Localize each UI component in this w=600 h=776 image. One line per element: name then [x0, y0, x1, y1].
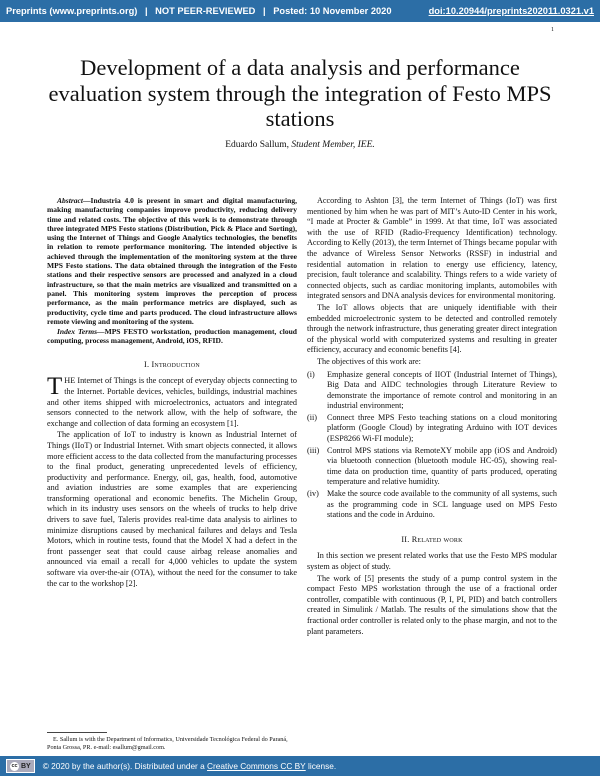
intro-paragraph-1-text: HE Internet of Things is the concept of everyday objects connecting to the Internet. Portable devices, vehicles, buildings, industrial machines and other items shipped with microelectronics, actuators and integrated sensors connected to the network allow, with the help of software, the exchange and collection of data forming an ecosystem [1].	[47, 376, 297, 428]
intro-paragraph-2: The application of IoT to industry is known as Industrial Internet of Things (IIoT) or Industrial Internet. With smart objects connected, it allows more efficient access to the data collected from the manufacturing processes to the final product, generating unprecedented levels of efficiency, productivity and performance. Energy, oil, gas, health, food, automotive and aviation industries are some examples that are experiencing transforming operational and economic benefits. The Michelin Group, which in its industry uses sensors on the wheels of trucks to help drive drivers to save fuel, Taleris provides real-time data analysis to airlines to minimize disruptions caused by mechanical failures and delays and Tesla Motors, which in routine tests, found that the Model X had a defect in the front passenger seat that could cause airbag release anomalies and announced via email a recall for 4,000 vehicles to update the system software via over-the-air (OTA), without the need for the consumer to take the car to the workshop [2].	[47, 430, 297, 588]
related-work-paragraph-2: The work of [5] presents the study of a pump control system in the compact Festo MPS workstation through the use of a fractional order controller, compatible with continuous (P, I, PI, PID) and batch controllers created in Simulink / Matlab. The results of the simulations show that the fractional order controller is related only to the phase margin, and not to the plant parameters.	[307, 573, 557, 636]
header-separator: |	[262, 6, 266, 16]
page-number: 1	[551, 27, 554, 33]
cc-by-badge[interactable]	[6, 759, 35, 773]
footnote-rule	[47, 732, 107, 733]
section-numeral: I.	[144, 359, 150, 369]
list-item-text: Control MPS stations via RemoteXY mobile app (iOS and Android) via bluetooth connection (bluetooth module HC-05), showing real-time data on production time, quantity of parts produced, operating temperature and relative humidity.	[327, 445, 557, 487]
cc-icon: cc	[11, 763, 18, 769]
right-column	[307, 196, 557, 638]
posted-date: Posted: 10 November 2020	[273, 6, 392, 16]
objectives-list	[307, 370, 557, 521]
list-item-text: Connect three MPS Festo teaching stations on a cloud monitoring platform (Google Cloud) by integrating Arduino with IOT devices (ESP8266 Wi-FI module);	[327, 412, 557, 444]
header-separator: |	[144, 6, 148, 16]
license-text-prefix: © 2020 by the author(s). Distributed under a	[42, 761, 205, 771]
peer-review-status: NOT PEER-REVIEWED	[155, 6, 256, 16]
list-item-text: Make the source code available to the community of all systems, such as the programming code in SCL language used on MPS Festo stations and the code in Arduino.	[327, 489, 557, 520]
index-terms-text: —MPS FESTO workstation, production management, cloud computing, process management, Android, iOS, RFID.	[47, 327, 297, 346]
list-item	[307, 489, 557, 521]
list-item-number: (ii)	[307, 412, 318, 422]
list-item-text: Emphasize general concepts of IIOT (Industrial Internet of Things), Big Data and AIDC technologies through Literature Review to demonstrate the importance of remote control and monitoring in an industrial environment;	[327, 369, 557, 411]
left-column	[47, 196, 297, 590]
abstract-label: Abstract	[57, 196, 83, 205]
paper-title: Development of a data analysis and performance evaluation system through the integration of Festo MPS stations	[48, 55, 552, 131]
license-footer-bar	[0, 756, 600, 776]
body-paragraph-ashton: According to Ashton [3], the term Internet of Things (IoT) was first mentioned by him when he was part of MIT’s Auto-ID Center in his work, “I made at Procter & Gamble” in 1999. At that time, IoT was associated with the use of RFID (Radio-Frequency Identification) technology. According to Kelly (2013), the term Internet of Things became popular with the advance of Wireless Sensor Networks (RSSF) in industrial and residential automation in relation to energy use efficiency, latency, precision, fault tolerance and scalability. Things refers to a wide variety of connected objects, such as cardiac monitoring implants, automobiles with integrated sensors and DNA analysis devices for environmental monitoring.	[307, 196, 557, 301]
section-title: Related work	[411, 534, 463, 544]
preprints-link[interactable]: Preprints (www.preprints.org)	[6, 6, 138, 16]
author-line	[40, 140, 560, 150]
list-item	[307, 446, 557, 488]
drop-cap: T	[47, 373, 63, 401]
doi-link[interactable]: doi:10.20944/preprints202011.0321.v1	[428, 6, 594, 16]
author-name: Eduardo Sallum,	[225, 140, 290, 150]
author-footnote: E. Sallum is with the Department of Informatics, Universidade Tecnológica Federal do Paraná, Ponta Grossa, PR. e-mail: esallum@gmail.com.	[47, 736, 288, 751]
creative-commons-link[interactable]: Creative Commons CC BY	[207, 761, 306, 771]
section-title: Introduction	[151, 359, 200, 369]
related-work-paragraph-1: In this section we present related works that use the Festo MPS modular system as object of study.	[307, 551, 557, 571]
body-paragraph-iot: The IoT allows objects that are uniquely identifiable with their embedded microelectronic system to be detected and controlled remotely through the network infrastructure, thus generating greater direct integration of the physical world with computerized systems and resulting in greater efficiency, accuracy and economic benefits [4].	[307, 302, 557, 355]
list-item-number: (iii)	[307, 445, 320, 455]
list-item	[307, 413, 557, 445]
author-role: Student Member, IEE.	[291, 140, 375, 150]
index-terms-label: Index Terms	[57, 327, 98, 337]
list-item-number: (i)	[307, 369, 315, 379]
list-item	[307, 370, 557, 412]
objectives-intro: The objectives of this work are:	[317, 356, 421, 366]
list-item-number: (iv)	[307, 489, 319, 499]
section-heading-related-work	[307, 535, 557, 546]
preprint-header-bar	[0, 0, 600, 22]
license-text-suffix: license.	[308, 761, 337, 771]
section-numeral: II.	[401, 534, 410, 544]
intro-paragraph-1	[47, 373, 297, 429]
abstract-text: —Industria 4.0 is present in smart and digital manufacturing, making manufacturing companies improve productivity, reducing delivery time and related costs. The objective of this work is to demonstrate through three integrated MPS Festo stations (Distribution, Pick & Place and Sorting), using the Internet of Things and Google Analytics technologies, the benefits in relation to remote performance monitoring. The intended objective is achieved through the implementation of the monitoring system at the three MPS Festo stations. The data obtained through the integration of the Festo stations and their respective sensors are processed and analyzed in a cloud infrastructure, so that the main metrics are visualized and transmitted on a panel. This monitoring system improves the perception of process performance, as the main performance metrics are displayed, such as productivity, cycle time and parts produced. The cloud infrastructure allows remote viewing and monitoring of the system.	[47, 196, 297, 326]
section-heading-introduction	[47, 360, 297, 371]
index-terms	[47, 327, 297, 346]
abstract	[47, 196, 297, 326]
by-label: BY	[21, 762, 31, 770]
header-left	[6, 6, 429, 16]
